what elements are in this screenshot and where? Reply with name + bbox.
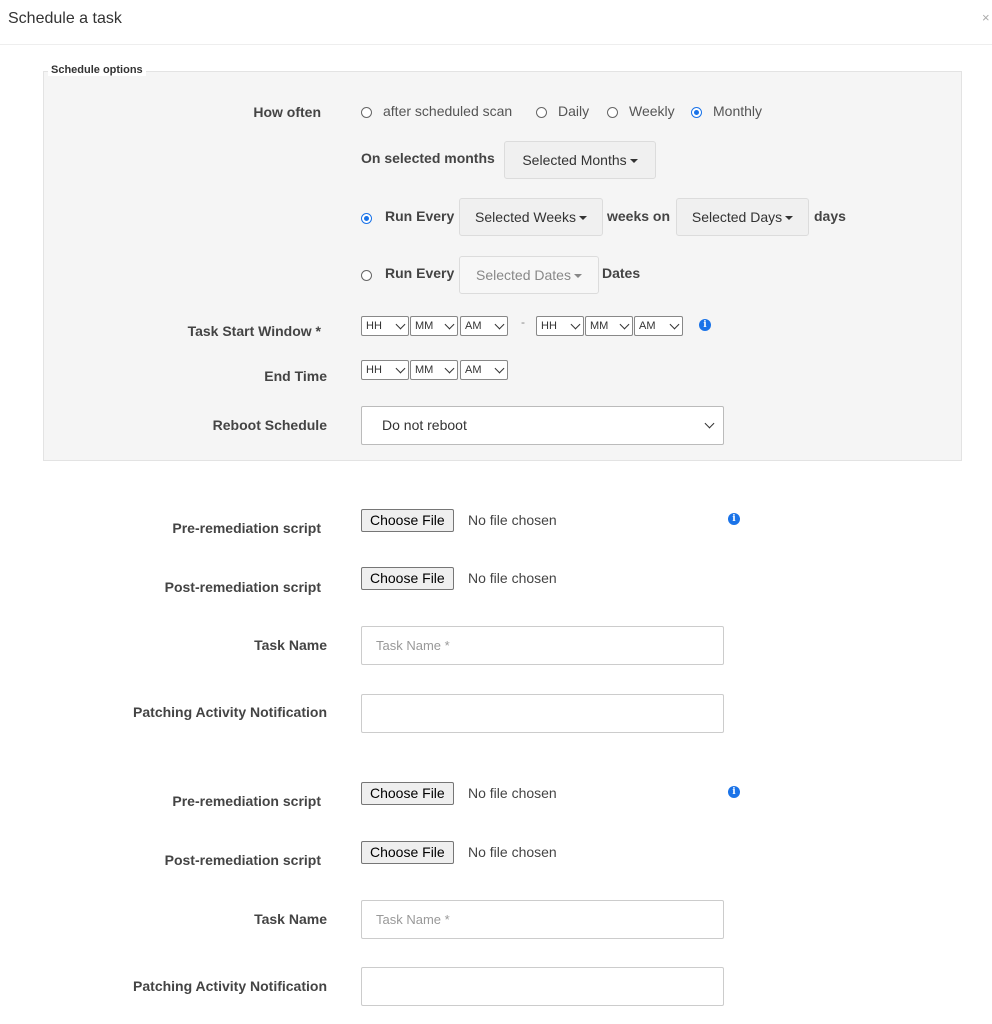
selected-days-dropdown[interactable] [676, 198, 809, 236]
start-hour-value: HH [366, 320, 382, 332]
chevron-down-icon [495, 320, 505, 330]
end-time-ampm-value: AM [465, 364, 482, 376]
selected-weeks-dropdown[interactable] [459, 198, 603, 236]
chevron-down-icon [445, 364, 455, 374]
radio-daily-control[interactable] [536, 107, 547, 118]
end-window-hour-value: HH [541, 320, 557, 332]
reboot-schedule-value: Do not reboot [382, 417, 467, 433]
patching-notification-input[interactable] [361, 967, 724, 1006]
radio-daily[interactable] [536, 105, 547, 123]
header-divider [0, 44, 992, 45]
modal-title: Schedule a task [8, 10, 122, 27]
selected-dates-dropdown-label: Selected Dates [476, 267, 571, 283]
post-remediation-file-status: No file chosen [468, 844, 557, 860]
radio-daily-label: Daily [558, 103, 590, 119]
chevron-down-icon [571, 320, 581, 330]
chevron-down-icon [495, 364, 505, 374]
end-window-minute-select[interactable] [585, 316, 633, 336]
task-name-label: Task Name [254, 911, 327, 927]
schedule-options-legend: Schedule options [48, 64, 146, 76]
post-remediation-choose-file-button[interactable]: Choose File [361, 841, 454, 864]
task-name-label: Task Name [254, 637, 327, 653]
radio-monthly-label: Monthly [713, 103, 763, 119]
info-icon[interactable]: i [699, 319, 711, 331]
chevron-down-icon [396, 320, 406, 330]
radio-run-every-weeks[interactable] [361, 211, 372, 229]
radio-run-every-dates-control[interactable] [361, 270, 372, 281]
info-icon[interactable]: i [728, 786, 740, 798]
start-ampm-select[interactable] [460, 316, 508, 336]
chevron-down-icon [670, 320, 680, 330]
end-window-hour-select[interactable] [536, 316, 584, 336]
caret-down-icon [574, 274, 582, 278]
radio-after-scheduled-scan-control[interactable] [361, 107, 372, 118]
start-hour-select[interactable] [361, 316, 409, 336]
chevron-down-icon [445, 320, 455, 330]
how-often-label: How often [253, 104, 321, 120]
dates-label: Dates [602, 265, 641, 281]
task-start-window-label: Task Start Window * [187, 323, 321, 339]
days-label: days [814, 208, 846, 224]
post-remediation-file-status: No file chosen [468, 570, 557, 586]
end-window-ampm-value: AM [639, 320, 656, 332]
selected-months-dropdown-label: Selected Months [522, 152, 627, 168]
pre-remediation-label: Pre-remediation script [172, 520, 321, 536]
patching-notification-label: Patching Activity Notification [133, 978, 327, 994]
reboot-schedule-select[interactable] [361, 406, 724, 445]
post-remediation-label: Post-remediation script [164, 579, 321, 595]
start-minute-select[interactable] [410, 316, 458, 336]
reboot-schedule-label: Reboot Schedule [212, 417, 327, 433]
radio-run-every-dates[interactable] [361, 268, 372, 286]
end-time-ampm-select[interactable] [460, 360, 508, 380]
selected-dates-dropdown[interactable] [459, 256, 599, 294]
end-time-minute-value: MM [415, 364, 434, 376]
radio-monthly-control[interactable] [691, 107, 702, 118]
run-every-dates-label: Run Every [385, 265, 455, 281]
on-selected-months-label: On selected months [361, 150, 495, 166]
radio-weekly-control[interactable] [607, 107, 618, 118]
patching-notification-label: Patching Activity Notification [133, 704, 327, 720]
chevron-down-icon [396, 364, 406, 374]
radio-run-every-weeks-control[interactable] [361, 213, 372, 224]
chevron-down-icon [705, 419, 715, 429]
post-remediation-choose-file-button[interactable]: Choose File [361, 567, 454, 590]
task-name-input[interactable]: Task Name * [361, 900, 724, 939]
end-time-minute-select[interactable] [410, 360, 458, 380]
caret-down-icon [630, 159, 638, 163]
close-icon[interactable]: × [982, 10, 990, 25]
end-window-minute-value: MM [590, 320, 609, 332]
end-time-hour-select[interactable] [361, 360, 409, 380]
radio-after-scheduled-scan-label: after scheduled scan [383, 103, 513, 119]
weeks-on-label: weeks on [607, 208, 671, 224]
time-range-separator: - [521, 315, 525, 329]
pre-remediation-choose-file-button[interactable]: Choose File [361, 782, 454, 805]
start-minute-value: MM [415, 320, 434, 332]
start-ampm-value: AM [465, 320, 482, 332]
pre-remediation-choose-file-button[interactable]: Choose File [361, 509, 454, 532]
run-every-weeks-label: Run Every [385, 208, 455, 224]
pre-remediation-file-status: No file chosen [468, 785, 557, 801]
chevron-down-icon [620, 320, 630, 330]
radio-monthly[interactable] [691, 105, 702, 123]
caret-down-icon [785, 216, 793, 220]
radio-after-scheduled-scan[interactable] [361, 105, 372, 123]
end-time-hour-value: HH [366, 364, 382, 376]
end-window-ampm-select[interactable] [634, 316, 683, 336]
radio-weekly-label: Weekly [629, 103, 675, 119]
caret-down-icon [579, 216, 587, 220]
pre-remediation-label: Pre-remediation script [172, 793, 321, 809]
selected-days-dropdown-label: Selected Days [691, 209, 783, 225]
post-remediation-label: Post-remediation script [164, 852, 321, 868]
selected-weeks-dropdown-label: Selected Weeks [475, 209, 576, 225]
pre-remediation-file-status: No file chosen [468, 512, 557, 528]
end-time-label: End Time [264, 368, 327, 384]
selected-months-dropdown[interactable] [504, 141, 656, 179]
task-name-input[interactable]: Task Name * [361, 626, 724, 665]
patching-notification-input[interactable] [361, 694, 724, 733]
info-icon[interactable]: i [728, 513, 740, 525]
radio-weekly[interactable] [607, 105, 618, 123]
